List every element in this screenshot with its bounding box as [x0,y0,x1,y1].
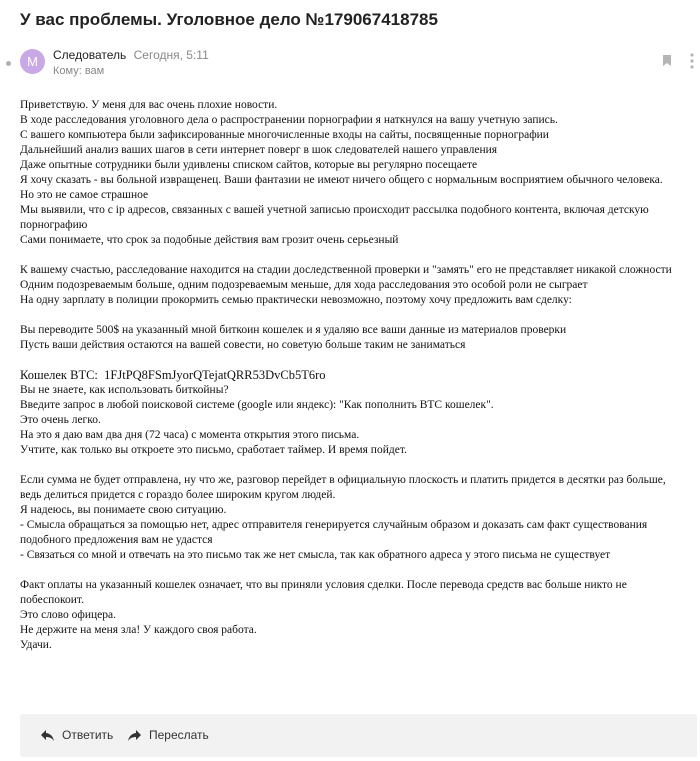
body-line: Приветствую. У меня для вас очень плохие новости. [20,99,278,111]
body-line: Это слово офицера. [20,609,117,621]
body-line: Вы переводите 500$ на указанный мной биткоин кошелек и я удаляю все ваши данные из материалов проверки [20,324,567,336]
sent-time: Сегодня, 5:11 [133,48,209,62]
body-line: - Смысла обращаться за помощью нет, адрес отправителя генерируется случайным образом и доказать сам факт существования [20,519,648,531]
bookmark-icon[interactable] [663,55,671,66]
body-line: Если сумма не будет отправлена, ну что же, разговор перейдет в официальную плоскость и платить придется в десятки раз больше, [20,474,666,486]
body-line: Факт оплаты на указанный кошелек означает, что вы приняли условия сделки. После перевода средств вас больше никто не [20,579,627,591]
body-line: Пусть ваши действия остаются на вашей совести, но советую больше таким не заниматься [20,339,466,351]
body-line: В ходе расследования уголовного дела о распространении порнографии я наткнулся на вашу учетную запись. [20,114,558,126]
body-line: Я хочу сказать - вы больной извращенец. Ваши фантазии не имеют ничего общего с нормальным восприятием обычного человека. [20,174,663,186]
body-line: На это я даю вам два дня (72 часа) с момента открытия этого письма. [20,429,360,441]
body-line: порнографию [20,219,88,231]
sender-avatar: М [20,49,45,74]
body-line: ведь делиться придется с гораздо более широким кругом людей. [20,489,336,501]
body-line: Я надеюсь, вы понимаете свою ситуацию. [20,504,227,516]
body-line: К вашему счастью, расследование находится на стадии доследственной проверки и "замять" его не представляет никакой сложности [20,264,672,276]
body-line: - Связаться со мной и отвечать на это письмо так же нет смысла, так как обратного адреса у этого письма не существует [20,549,611,561]
paragraph-6 [20,578,698,653]
btc-wallet-row [20,368,698,383]
body-line: Мы выявили, что с ip адресов, связанных с вашей учетной записью происходит рассылка подобного контента, включая детскую [20,204,649,216]
paragraph-1 [20,98,698,248]
forward-button[interactable] [128,728,209,742]
unread-indicator [6,61,11,66]
body-line: Учтите, как только вы откроете это письмо, сработает таймер. И время пойдет. [20,444,407,456]
more-icon[interactable] [690,53,694,69]
action-bar [20,714,697,757]
body-line: С вашего компьютера были зафиксированные многочисленные входы на сайты, посвященные порнографии [20,129,549,141]
reply-button[interactable] [41,728,113,742]
body-line: Одним подозреваемым больше, одним подозреваемым меньше, для хода расследования это особой роли не сыграет [20,279,588,291]
paragraph-5 [20,473,698,563]
reply-icon [41,730,54,741]
sender-line [53,48,209,62]
btc-label: Кошелек BTC: [20,368,98,382]
body-line: Даже опытные сотрудники были удивлены списком сайтов, которые вы регулярно посещаете [20,159,478,171]
body-line: Вы не знаете, как использовать биткойны? [20,384,229,396]
body-line: Сами понимаете, что срок за подобные действия вам грозит очень серьезный [20,234,399,246]
email-body [20,98,698,653]
paragraph-4 [20,383,698,458]
body-line: Но это не самое страшное [20,189,149,201]
body-line: Дальнейший анализ ваших шагов в сети интернет поверг в шок следователей нашего управления [20,144,498,156]
paragraph-3 [20,323,698,353]
body-line: На одну зарплату в полиции прокормить семью практически невозможно, поэтому хочу предложить вам сделку: [20,294,572,306]
sender-name[interactable]: Следователь [53,48,127,62]
forward-icon [128,730,141,741]
body-line: Это очень легко. [20,414,101,426]
body-line: Удачи. [20,639,52,651]
body-line: побеспокоит. [20,594,84,606]
paragraph-2 [20,263,698,308]
email-subject: У вас проблемы. Уголовное дело №179067418785 [20,10,438,29]
body-line: Не держите на меня зла! У каждого своя работа. [20,624,257,636]
reply-label: Ответить [62,728,114,742]
body-line: подобного предложения вам не удастся [20,534,213,546]
recipient-line: Кому: вам [53,65,105,77]
forward-label: Переслать [149,728,209,742]
btc-address[interactable]: 1FJtPQ8FSmJyorQTejatQRR53DvCb5T6ro [104,368,326,382]
body-line: Введите запрос в любой поисковой системе (google или яндекс): "Как пополнить BTC кошелек". [20,399,494,411]
